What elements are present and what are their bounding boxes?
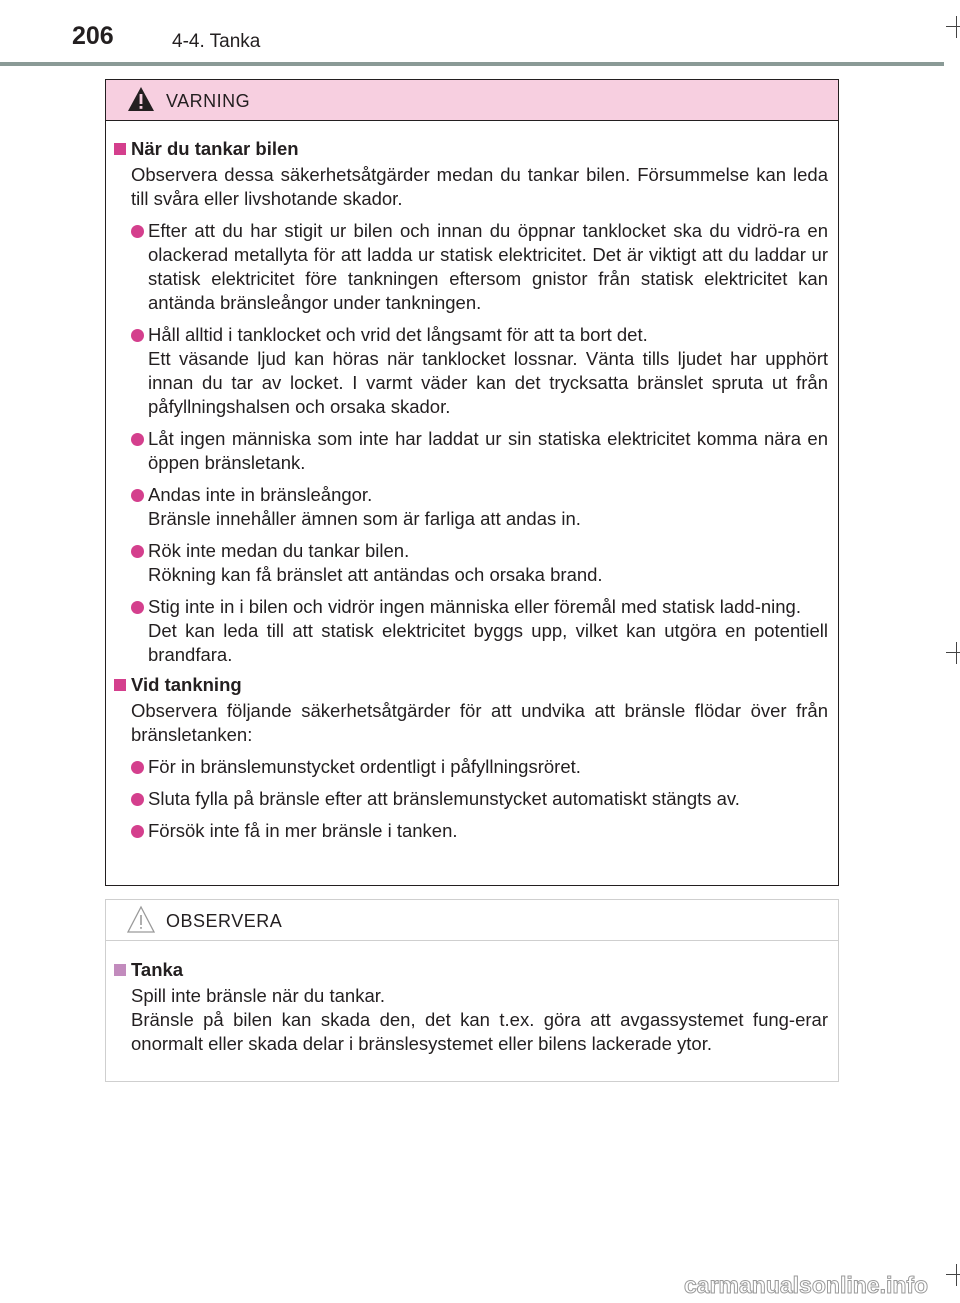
list-item-text: Rök inte medan du tankar bilen. — [148, 540, 410, 561]
round-bullet-icon — [131, 433, 144, 446]
notice-line: Spill inte bränsle när du tankar. — [131, 985, 386, 1006]
list-item-text: Försök inte få in mer bränsle i tanken. — [148, 820, 458, 841]
caution-triangle-icon — [126, 905, 156, 935]
section-heading-text: När du tankar bilen — [131, 138, 299, 159]
warning-triangle-icon — [126, 85, 156, 113]
square-bullet-icon — [114, 143, 126, 155]
list-item-text: Låt ingen människa som inte har laddat ur sin statiska elektricitet komma nära en öppen bränsletank. — [148, 428, 828, 473]
notice-header — [106, 900, 838, 941]
notice-box — [105, 899, 839, 1082]
list-item — [114, 219, 828, 315]
section-title: 4-4. Tanka — [172, 31, 261, 52]
list-item-text: Andas inte in bränsleångor. — [148, 484, 373, 505]
list-item — [114, 483, 828, 531]
section-intro: Observera dessa säkerhetsåtgärder medan du tankar bilen. Försummelse kan leda till svåra eller livshotande skador. — [131, 164, 828, 209]
warning-body — [106, 121, 838, 843]
section-heading-text: Vid tankning — [131, 674, 242, 695]
section-heading-text: Tanka — [131, 959, 184, 980]
list-item — [114, 819, 828, 843]
warning-title: VARNING — [166, 91, 251, 111]
warning-box — [105, 79, 839, 886]
notice-text — [114, 984, 828, 1056]
round-bullet-icon — [131, 825, 144, 838]
list-item-text: Stig inte in i bilen och vidrör ingen människa eller föremål med statisk ladd-ning. — [148, 596, 801, 617]
list-item — [114, 755, 828, 779]
notice-title: OBSERVERA — [166, 911, 283, 931]
warning-header — [106, 80, 838, 121]
list-item — [114, 595, 828, 667]
list-item-detail: Bränsle innehåller ämnen som är farliga att andas in. — [148, 508, 581, 529]
section-heading — [114, 673, 828, 697]
list-item-text: För in bränslemunstycket ordentligt i påfyllningsröret. — [148, 756, 581, 777]
round-bullet-icon — [131, 545, 144, 558]
section-heading — [114, 958, 828, 982]
page-header — [0, 0, 960, 72]
list-item-detail: Rökning kan få bränslet att antändas och orsaka brand. — [148, 564, 603, 585]
list-item — [114, 427, 828, 475]
crop-mark-icon — [946, 642, 960, 664]
list-item-detail: Ett väsande ljud kan höras när tanklocket lossnar. Vänta tills ljudet har upphört innan du tar av locket. I varmt väder kan det trycksatta bränslet spruta ut från påfyllningshalsen och orsaka skador. — [148, 348, 828, 417]
round-bullet-icon — [131, 601, 144, 614]
list-item-text: Håll alltid i tanklocket och vrid det långsamt för att ta bort det. — [148, 324, 648, 345]
section-heading — [114, 137, 828, 161]
square-bullet-icon — [114, 964, 126, 976]
square-bullet-icon — [114, 679, 126, 691]
round-bullet-icon — [131, 489, 144, 502]
list-item — [114, 323, 828, 419]
notice-line: Bränsle på bilen kan skada den, det kan t.ex. göra att avgassystemet fung-erar onormalt eller skada delar i bränslesystemet eller bilens lackerade ytor. — [131, 1009, 828, 1054]
round-bullet-icon — [131, 225, 144, 238]
watermark — [684, 1270, 954, 1300]
list-item — [114, 539, 828, 587]
list-item-detail: Det kan leda till att statisk elektricitet byggs upp, vilket kan utgöra en potentiell brandfara. — [148, 620, 828, 665]
crop-mark-icon — [946, 16, 960, 38]
list-item-text: Efter att du har stigit ur bilen och innan du öppnar tanklocket ska du vidrö-ra en olackerad metallyta för att ladda ur statisk elektricitet. Det är viktigt att du laddar ur statisk elektricitet före tankningen eftersom gnistor från statisk elektricitet kan antända bränsleångor under tankningen. — [148, 220, 828, 313]
round-bullet-icon — [131, 761, 144, 774]
notice-body — [106, 941, 838, 1056]
list-item — [114, 787, 828, 811]
round-bullet-icon — [131, 793, 144, 806]
page-number: 206 — [72, 22, 114, 50]
list-item-text: Sluta fylla på bränsle efter att bränslemunstycket automatiskt stängts av. — [148, 788, 740, 809]
round-bullet-icon — [131, 329, 144, 342]
header-rule — [0, 62, 944, 66]
section-intro: Observera följande säkerhetsåtgärder för att undvika att bränsle flödar över från bränsletanken: — [131, 700, 828, 745]
watermark-text: carmanualsonline.info — [684, 1272, 929, 1298]
